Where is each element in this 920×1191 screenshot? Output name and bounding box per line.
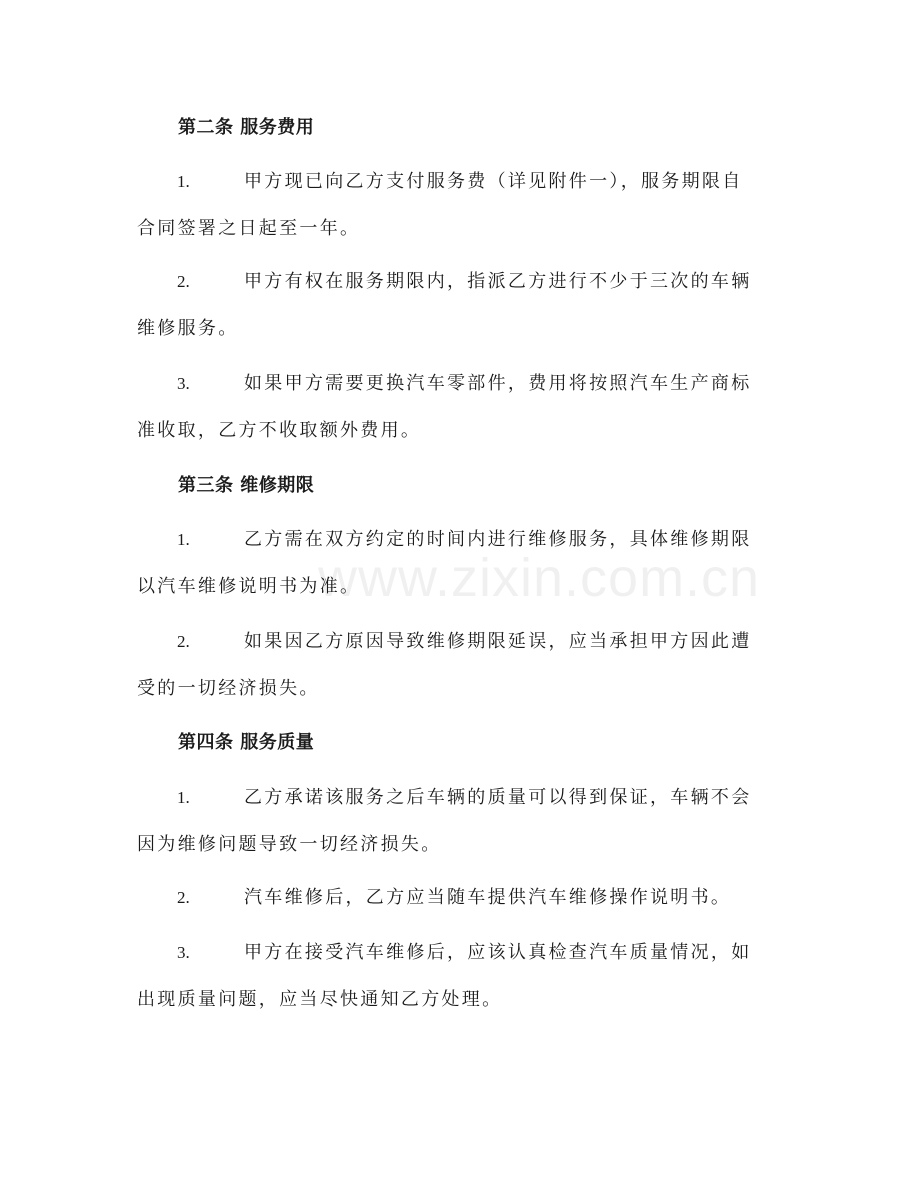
item-text-line: 以汽车维修说明书为准。 [137,576,361,597]
item-text-line: 汽车维修后，乙方应当随车提供汽车维修操作说明书。 [244,887,732,908]
item-number: 2. [177,888,190,907]
item-text-line: 乙方承诺该服务之后车辆的质量可以得到保证，车辆不会 [244,787,752,808]
item-text-line: 甲方现已向乙方支付服务费（详见附件一），服务期限自 [244,171,743,192]
item-number: 1. [177,172,190,191]
item-text-line: 维修服务。 [137,318,239,339]
section-heading: 第二条 服务费用 [178,117,315,138]
section-heading: 第四条 服务质量 [178,732,315,753]
item-number: 1. [177,788,190,807]
section-heading: 第三条 维修期限 [178,475,315,496]
item-text-line: 因为维修问题导致一切经济损失。 [137,834,442,855]
item-text-line: 受的一切经济损失。 [137,678,320,699]
item-number: 1. [177,530,190,549]
item-number: 2. [177,272,190,291]
item-text-line: 乙方需在双方约定的时间内进行维修服务，具体维修期限 [244,529,752,550]
item-text-line: 甲方在接受汽车维修后，应该认真检查汽车质量情况，如 [244,942,752,963]
item-number: 3. [177,374,190,393]
item-text-line: 如果因乙方原因导致维修期限延误，应当承担甲方因此遭 [244,631,752,652]
item-text-line: 准收取，乙方不收取额外费用。 [137,420,422,441]
item-text-line: 如果甲方需要更换汽车零部件，费用将按照汽车生产商标 [244,373,752,394]
item-number: 2. [177,632,190,651]
item-text-line: 甲方有权在服务期限内，指派乙方进行不少于三次的车辆 [244,271,752,292]
item-text-line: 出现质量问题，应当尽快通知乙方处理。 [137,989,503,1010]
watermark: www.zixin.com.cn [318,548,761,608]
item-number: 3. [177,943,190,962]
item-text-line: 合同签署之日起至一年。 [137,218,361,239]
